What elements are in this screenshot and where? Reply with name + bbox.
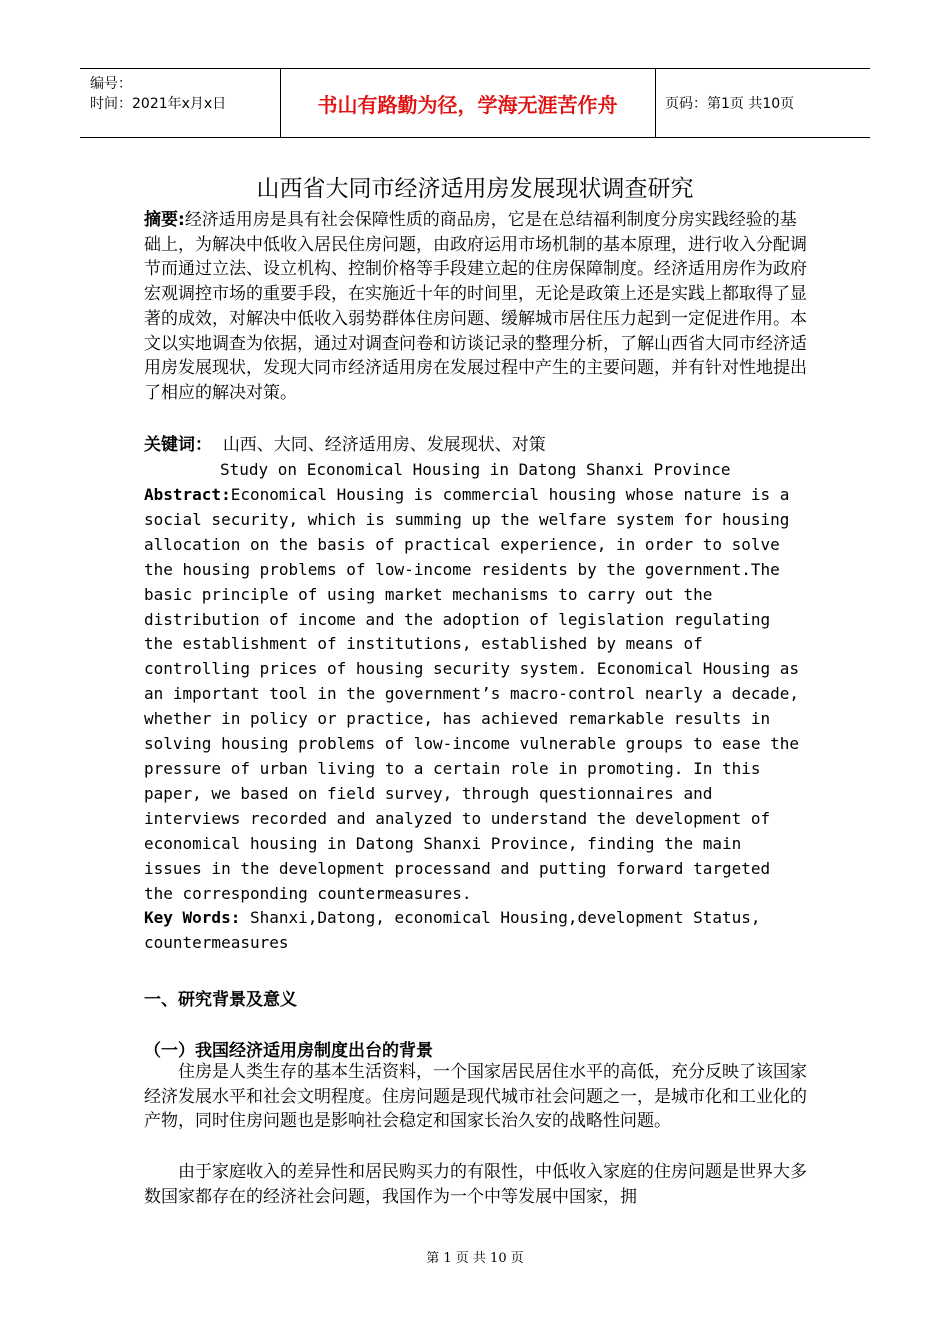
keywords-cn-text: 山西、大同、经济适用房、发展现状、对策 bbox=[222, 435, 546, 455]
body-paragraph-1: 住房是人类生存的基本生活资料，一个国家居民居住水平的高低，充分反映了该国家经济发展水平和社会文明程度。住房问题是现代城市社会问题之一，是城市化和工业化的产物，同时住房问题也是影响社会稳定和国家长治久安的战略性问题。 bbox=[144, 1062, 807, 1132]
keywords-en-text: Shanxi,Datong, economical Housing,development Status, countermeasures bbox=[144, 908, 761, 952]
number-label: 编号： bbox=[90, 76, 132, 92]
section-heading-1: 一、研究背景及意义 bbox=[144, 990, 297, 1010]
keywords-cn bbox=[144, 433, 808, 458]
header-motto: 书山有路勤为径，学海无涯苦作舟 bbox=[317, 92, 618, 117]
abstract-cn-label: 摘要: bbox=[144, 210, 185, 230]
header-divider bbox=[655, 69, 656, 137]
abstract-cn-text: 经济适用房是具有社会保障性质的商品房，它是在总结福利制度分房实践经验的基础上，为解决中低收入居民住房问题，由政府运用市场机制的基本原理，进行收入分配调节而通过立法、设立机构、控制价格等手段建立起的住房保障制度。经济适用房作为政府宏观调控市场的重要手段，在实施近十年的时间里，无论是政策上还是实践上都取得了显著的成效，对解决中低收入弱势群体住房问题、缓解城市居住压力起到一定促进作用。本文以实地调查为依据，通过对调查问卷和访谈记录的整理分析，了解山西省大同市经济适用房发展现状，发现大同市经济适用房在发展过程中产生的主要问题，并有针对性地提出了相应的解决对策。 bbox=[144, 210, 807, 403]
header-page-info: 页码：第1页 共10页 bbox=[665, 96, 795, 112]
body-paragraph-2: 由于家庭收入的差异性和居民购买力的有限性，中低收入家庭的住房问题是世界大多数国家都存在的经济社会问题，我国作为一个中等发展中国家，拥 bbox=[144, 1162, 807, 1207]
keywords-en-label: Key Words: bbox=[144, 908, 241, 927]
abstract-en bbox=[144, 483, 808, 906]
time-label: 时间：2021年x月x日 bbox=[90, 96, 227, 112]
page-footer: 第 1 页 共 10 页 bbox=[426, 1251, 524, 1266]
abstract-en-label: Abstract: bbox=[144, 485, 231, 504]
abstract-cn bbox=[144, 208, 808, 406]
keywords-en bbox=[144, 906, 808, 956]
header-meta bbox=[80, 69, 280, 137]
page-header bbox=[80, 68, 870, 138]
english-title: Study on Economical Housing in Datong Shanxi Province bbox=[220, 460, 731, 479]
abstract-en-text: Economical Housing is commercial housing whose nature is a social security, which is summing up the welfare system for housing allocation on the basis of practical experience, in order to solve the housing problems of low-income residents by the government.The basic principle of using market mechanisms to carry out the distribution of income and the adoption of legislation regulating the establishment of institutions, established by means of controlling prices of housing security system. Economical Housing as an important tool in the government’s macro-control nearly a decade, whether in policy or practice, has achieved remarkable results in solving housing problems of low-income vulnerable groups to ease the pressure of urban living to a certain role in promoting. In this paper, we based on field survey, through questionnaires and interviews recorded and analyzed to understand the development of economical housing in Datong Shanxi Province, finding the main issues in the development processand and putting forward targeted the corresponding countermeasures. bbox=[144, 485, 800, 903]
section-heading-1-1: （一）我国经济适用房制度出台的背景 bbox=[144, 1041, 433, 1061]
keywords-cn-label: 关键词： bbox=[144, 435, 212, 455]
document-title: 山西省大同市经济适用房发展现状调查研究 bbox=[256, 176, 694, 202]
